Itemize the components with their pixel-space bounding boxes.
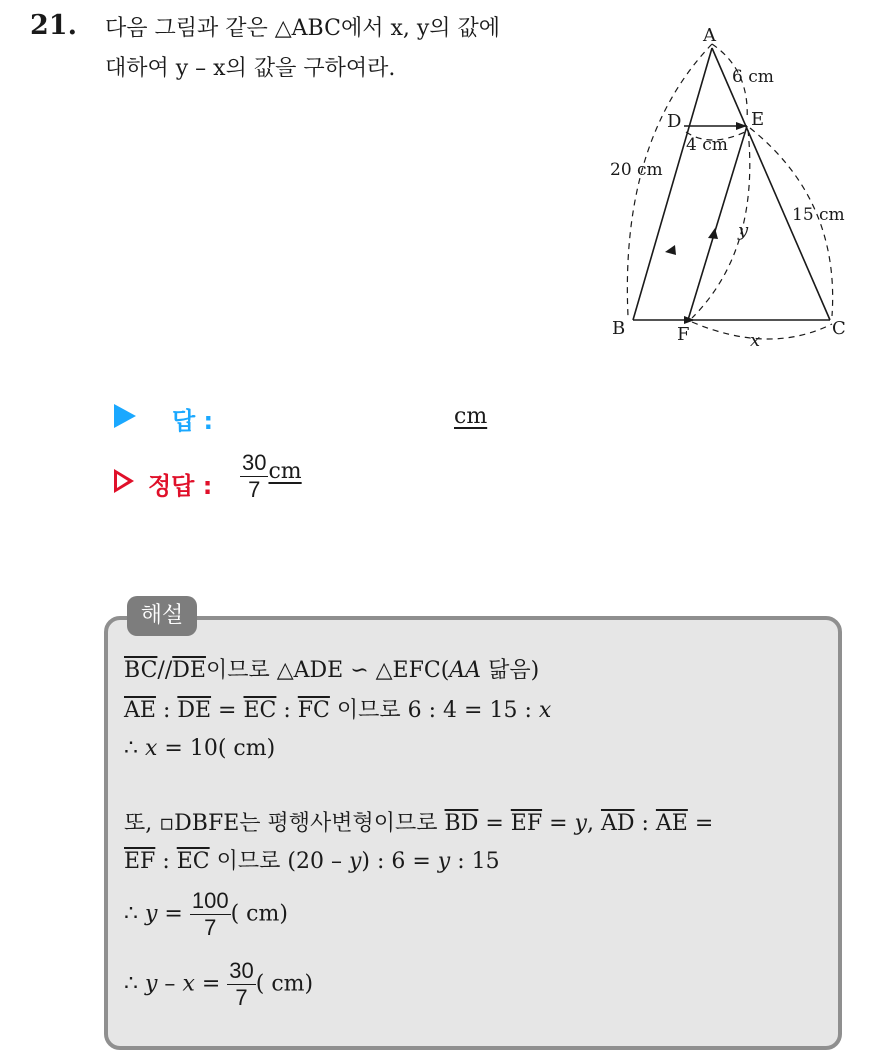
question-text-line2: 대하여 y – x의 값을 구하여라. [105, 56, 396, 81]
solution-line-7: ∴ y – x = $\frac{30}{7}$ ( cm) [124, 958, 314, 1010]
solution-line-3: ∴ x = 10( cm) [124, 736, 276, 761]
question-number: 21. [30, 10, 77, 41]
arrow-ef [708, 228, 718, 239]
solution-fraction-y: $\frac{100}{7}$ [191, 888, 229, 940]
label-e: E [751, 109, 765, 130]
arc-fc [692, 322, 832, 339]
question-text-line1: 다음 그림과 같은 △ABC에서 x, y의 값에 [105, 16, 501, 41]
label-ec-length: 15 cm [792, 205, 845, 225]
solution-line-5: $\overline{EF}$ : $\overline{EC}$ 이므로 (20 – y) : 6 = y : 15 [124, 849, 500, 874]
correct-answer-marker-icon [114, 469, 134, 493]
correct-answer-label: 정답 : [148, 472, 213, 500]
correct-answer-value [240, 450, 302, 503]
solution-line-1: $\overline{BC}//\overline{DE}$이므로 △ADE ∽ △EFC(AA 닮음) [124, 658, 540, 683]
label-ad-length: 20 cm [610, 160, 663, 180]
solution-tab: 해설 [127, 596, 197, 636]
solution-line-6: ∴ y = $\frac{100}{7}$ ( cm) [124, 888, 288, 940]
solution-fraction-result: $\frac{30}{7}$ [229, 958, 254, 1010]
fraction-numerator: 30 [242, 450, 267, 475]
answer-unit[interactable]: cm [454, 404, 488, 429]
correct-answer-fraction [240, 450, 268, 503]
label-ae-length: 6 cm [732, 67, 774, 87]
answer-marker-icon [114, 404, 136, 428]
arc-ab [627, 44, 712, 316]
arrow-ab [665, 245, 676, 255]
label-c: C [832, 318, 846, 339]
label-a: A [703, 25, 716, 46]
triangle-figure [600, 20, 870, 360]
label-b: B [612, 318, 626, 339]
label-f: F [677, 324, 690, 345]
label-y: y [738, 220, 749, 241]
fraction-denominator: 7 [248, 477, 261, 502]
correct-answer-unit: cm [268, 459, 302, 484]
label-d: D [667, 111, 682, 132]
label-x: x [750, 330, 761, 351]
solution-line-4: 또, ▫DBFE는 평행사변형이므로 $\overline{BD} = \overline{EF} = y$, $\overline{AD}$ : $\overline{AE}$ = [124, 811, 714, 836]
label-de-length: 4 cm [686, 135, 728, 155]
solution-line-2: $\overline{AE}$ : $\overline{DE} = \overline{EC}$ : $\overline{FC}$ 이므로 6 : 4 = 15 : x [124, 698, 552, 723]
answer-label: 답 : [172, 407, 214, 435]
